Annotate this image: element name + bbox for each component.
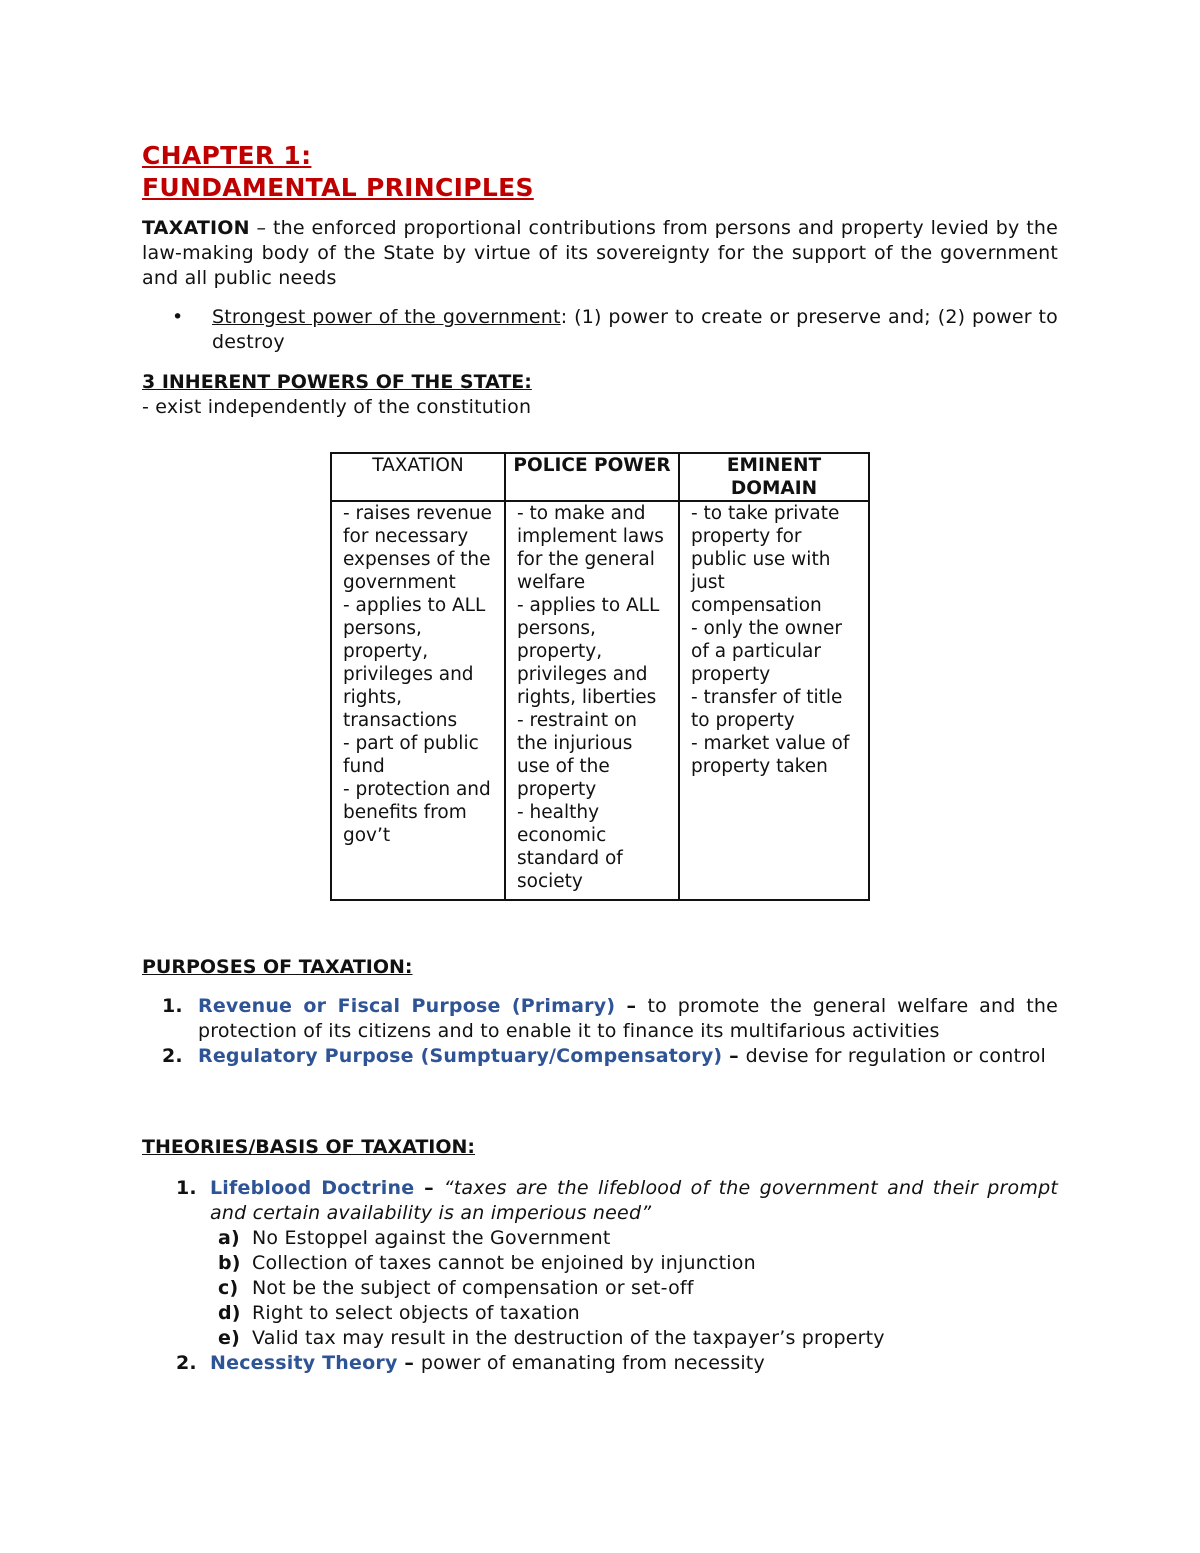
- sub-text: Valid tax may result in the destruction of the taxpayer’s property: [252, 1327, 885, 1349]
- theory-title: Necessity Theory: [210, 1352, 398, 1374]
- sub-letter: c): [218, 1277, 239, 1299]
- purpose-item-regulatory: [142, 1044, 1058, 1069]
- theory-text: power of emanating from necessity: [420, 1352, 765, 1374]
- sub-text: Right to select objects of taxation: [252, 1302, 580, 1324]
- cell-line: - part of public fund: [343, 733, 479, 777]
- taxation-cell: [331, 501, 505, 900]
- cell-line: - to take private property for public use with just compensation: [691, 503, 840, 616]
- sub-text: Collection of taxes cannot be enjoined by injunction: [252, 1252, 756, 1274]
- purpose-text: to promote the general welfare and the protection of its citizens and to enable it to finance its multifarious activities: [198, 995, 1058, 1042]
- cell-line: - only the owner of a particular property: [691, 618, 842, 685]
- purpose-title: Revenue or Fiscal Purpose (Primary): [198, 995, 616, 1017]
- cell-line: - applies to ALL persons, property, privileges and rights, liberties: [517, 595, 660, 708]
- purposes-heading: PURPOSES OF TAXATION:: [142, 956, 413, 978]
- chapter-title: FUNDAMENTAL PRINCIPLES: [142, 173, 534, 202]
- eminent-domain-cell: [679, 501, 869, 900]
- cell-line: - raises revenue for necessary expenses of the government: [343, 503, 492, 593]
- cell-line: - to make and implement laws for the general welfare: [517, 503, 664, 593]
- cell-line: - protection and benefits from gov’t: [343, 779, 491, 846]
- theory-item-lifeblood: [142, 1176, 1058, 1226]
- list-number: 1.: [176, 1177, 197, 1199]
- dash: –: [615, 995, 648, 1017]
- strongest-power-text: : (1) power to create or preserve and; (2) power to destroy: [212, 306, 1058, 353]
- theory-item-necessity: [142, 1351, 1058, 1376]
- taxation-definition-text: – the enforced proportional contributions from persons and property levied by the law-making body of the State by virtue of its sovereignty for the support of the government and all public needs: [142, 217, 1058, 289]
- sub-letter: d): [218, 1302, 241, 1324]
- taxation-definition: [142, 216, 1058, 291]
- purpose-title: Regulatory Purpose (Sumptuary/Compensatory): [198, 1045, 723, 1067]
- header-police-power: POLICE POWER: [505, 453, 679, 501]
- sub-text: No Estoppel against the Government: [252, 1227, 611, 1249]
- police-power-cell: [505, 501, 679, 900]
- sub-item: [142, 1251, 1058, 1276]
- sub-item: [142, 1301, 1058, 1326]
- list-number: 2.: [162, 1045, 183, 1067]
- bullet-strongest-power: [142, 305, 1058, 355]
- list-number: 1.: [162, 995, 183, 1017]
- header-taxation: TAXATION: [331, 453, 505, 501]
- dash: –: [397, 1352, 421, 1374]
- header-eminent-domain: EMINENT DOMAIN: [679, 453, 869, 501]
- sub-item: [142, 1226, 1058, 1251]
- strongest-power-label: Strongest power of the government: [212, 306, 561, 328]
- sub-text: Not be the subject of compensation or set-off: [252, 1277, 694, 1299]
- sub-letter: b): [218, 1252, 241, 1274]
- inherent-powers-table: [330, 452, 870, 901]
- dash: –: [722, 1045, 746, 1067]
- lifeblood-quote: “taxes are the lifeblood of the government and their prompt and certain availability is an imperious need”: [210, 1177, 1058, 1224]
- cell-line: - healthy economic standard of society: [517, 802, 623, 892]
- table-header-row: [331, 453, 869, 501]
- inherent-powers-heading: 3 INHERENT POWERS OF THE STATE:: [142, 371, 532, 393]
- document-body: [142, 140, 1058, 419]
- sub-letter: e): [218, 1327, 240, 1349]
- purpose-text: devise for regulation or control: [745, 1045, 1046, 1067]
- theory-title: Lifeblood Doctrine: [210, 1177, 415, 1199]
- bullet-dot-icon: •: [172, 306, 184, 328]
- taxation-term: TAXATION: [142, 217, 250, 239]
- theories-section: [142, 1135, 1058, 1376]
- inherent-powers-subtext: - exist independently of the constitution: [142, 396, 532, 418]
- cell-line: - market value of property taken: [691, 733, 850, 777]
- cell-line: - applies to ALL persons, property, privileges and rights, transactions: [343, 595, 486, 731]
- dash: –: [414, 1177, 444, 1199]
- purpose-item-revenue: [142, 994, 1058, 1044]
- sub-letter: a): [218, 1227, 240, 1249]
- sub-item: [142, 1326, 1058, 1351]
- chapter-number: CHAPTER 1:: [142, 141, 312, 170]
- purposes-section: [142, 955, 1058, 1069]
- cell-line: - transfer of title to property: [691, 687, 843, 731]
- sub-item: [142, 1276, 1058, 1301]
- cell-line: - restraint on the injurious use of the property: [517, 710, 638, 800]
- theories-heading: THEORIES/BASIS OF TAXATION:: [142, 1136, 476, 1158]
- table-row: [331, 501, 869, 900]
- list-number: 2.: [176, 1352, 197, 1374]
